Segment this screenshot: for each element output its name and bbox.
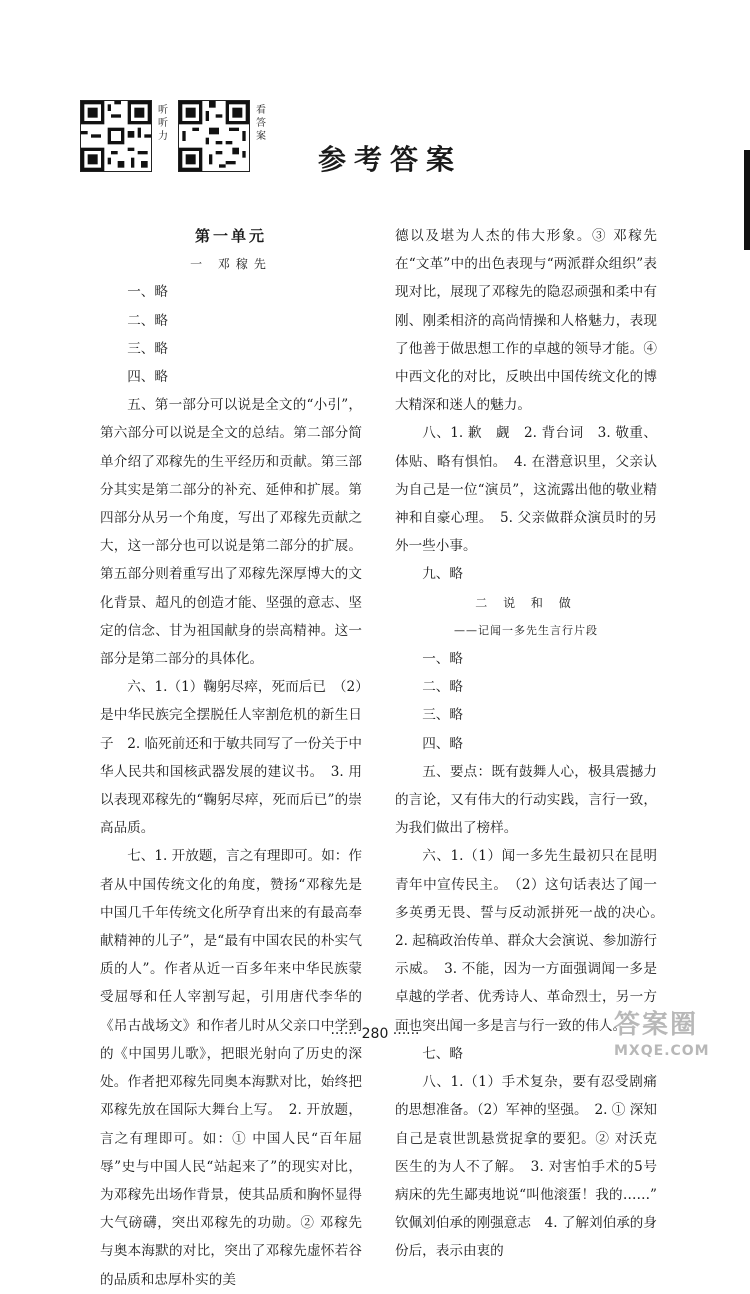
watermark-logo — [614, 1004, 734, 1074]
answer-paragraph: 五、要点：既有鼓舞人心，极具震撼力的言论，又有伟大的行动实践，言行一致，为我们做出了榜样。 — [395, 763, 657, 837]
answer-paragraph: 三、略 — [422, 707, 463, 724]
answer-paragraph: 四、略 — [422, 735, 463, 752]
answer-paragraph: 二、略 — [127, 312, 168, 329]
answer-paragraph: 五、第一部分可以说是全文的“小引”，第六部分可以说是全文的总结。第二部分简单介绍了邓稼先的生平经历和贡献。第三部分其实是第二部分的补充、延伸和扩展。第四部分从另一个角度，写出了邓稼先贡献之大，这一部分也可以说是第二部分的扩展。第五部分则着重写出了邓稼先深厚博大的文化背景、超凡的创造才能、坚强的意志、坚定的信念、甘为祖国献身的崇高精神。这一部分是第二部分的具体化。 — [100, 397, 362, 668]
page-number: ······ 280 ······ — [330, 1026, 420, 1042]
answer-paragraph: 一、略 — [422, 651, 463, 668]
answer-paragraph: 六、1.（1）闻一多先生最初只在昆明青年中宣传民主。 （2）这句话表达了闻一多英勇无畏、誓与反动派拼死一战的决心。 2. 起稿政治传单、群众大会演说、参加游行示威。 3. 不能，因为一方面强调闻一多是卓越的学者、优秀诗人、革命烈士，另一方面也突出闻一多是言与行一致的伟人。 — [395, 848, 671, 1034]
page-title: 参考答案 — [317, 143, 462, 176]
qr-caption-listen: 听听力 — [158, 105, 168, 142]
answer-paragraph: 七、略 — [422, 1045, 463, 1062]
left-column — [100, 222, 362, 1294]
answer-paragraph: 八、1.（1）手术复杂，要有忍受剧痛的思想准备。（2）军神的坚强。 2. ① 深知自己是袁世凯悬赏捉拿的要犯。② 对沃克医生的为人不了解。 3. 对害怕手术的5号病床的先生鄙夷地说“叫他滚蛋！我的……” 钦佩刘伯承的刚强意志 4. 了解刘伯承的身份后，表示由衷的 — [395, 1074, 671, 1260]
answer-paragraph: 八、1. 歉 觑 2. 背台词 3. 敬重、体贴、略有惧怕。 4. 在潜意识里，父亲认为自己是一位“演员”，这流露出他的敬业精神和自豪心理。 5. 父亲做群众演员时的另外一些小事。 — [395, 425, 657, 555]
watermark-line-1: 答案圈 — [614, 1010, 699, 1040]
lesson-title: 二 说 和 做 — [475, 595, 577, 610]
qr-code — [178, 100, 250, 172]
lesson-subtitle: ——记闻一多先生言行片段 — [454, 623, 598, 637]
unit-title: 第一单元 — [194, 227, 267, 245]
edge-bar — [744, 150, 750, 250]
qr-caption-answers: 看答案 — [256, 105, 266, 142]
qr-code-icon — [81, 101, 151, 171]
answer-paragraph: 九、略 — [422, 566, 463, 583]
answer-paragraph: 德以及堪为人杰的伟大形象。③ 邓稼先在“文革”中的出色表现与“两派群众组织”表现对比，展现了邓稼先的隐忍顽强和柔中有刚、刚柔相济的高尚情操和人格魅力，表现了他善于做思想工作的卓越的领导才能。④ 中西文化的对比，反映出中国传统文化的博大精深和迷人的魅力。 — [395, 228, 657, 414]
answer-paragraph: 二、略 — [422, 679, 463, 696]
answer-paragraph: 七、1. 开放题，言之有理即可。如：作者从中国传统文化的角度，赞扬“邓稼先是中国几千年传统文化所孕育出来的有最高奉献精神的儿子”，是“最有中国农民的朴实气质的人”。作者从近一百多年来中华民族蒙受屈辱和任人宰割写起，引用唐代李华的《吊古战场文》和作者儿时从父亲口中学到的《中国男儿歌》，把眼光射向了历史的深处。作者把邓稼先同奥本海默对比，始终把邓稼先放在国际大舞台上写。 2. 开放题，言之有理即可。如：① 中国人民“百年屈辱”史与中国人民“站起来了”的现实对比，为邓稼先出场作背景，使其品质和胸怀显得大气磅礴，突出邓稼先的功勋。② 邓稼先与奥本海默的对比，突出了邓稼先虚怀若谷的品质和忠厚朴实的美 — [100, 848, 362, 1288]
qr-code — [80, 100, 152, 172]
lesson-title: 一 邓稼先 — [190, 257, 272, 272]
qr-code-icon — [179, 101, 249, 171]
answer-paragraph: 三、略 — [127, 340, 168, 357]
answer-paragraph: 一、略 — [127, 284, 168, 301]
answer-paragraph: 六、1.（1）鞠躬尽瘁，死而后已 （2）是中华民族完全摆脱任人宰割危机的新生日子 2. 临死前还和于敏共同写了一份关于中华人民共和国核武器发展的建议书。 3. 用以表现邓稼先的“鞠躬尽瘁，死而后已”的崇高品质。 — [100, 679, 362, 837]
answer-paragraph: 四、略 — [127, 369, 168, 386]
watermark-line-2: MXQE.COM — [614, 1043, 710, 1059]
